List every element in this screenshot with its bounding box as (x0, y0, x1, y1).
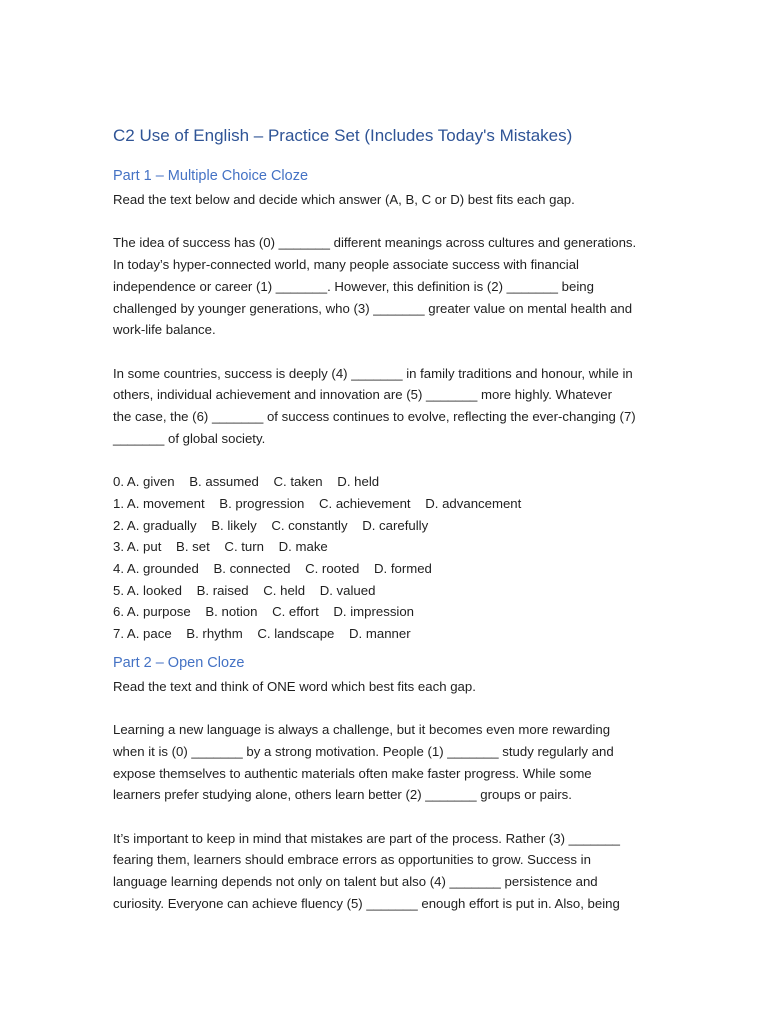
part1-paragraph-2 (113, 363, 658, 450)
spacer (113, 697, 658, 719)
text-line: language learning depends not only on talent but also (4) _______ persistence and (113, 874, 598, 890)
option-line: 3. A. put B. set C. turn D. make (113, 539, 328, 555)
text-line: independence or career (1) _______. However, this definition is (2) _______ being (113, 278, 594, 294)
text-line: It’s important to keep in mind that mistakes are part of the process. Rather (3) _______ (113, 830, 621, 846)
option-line: 0. A. given B. assumed C. taken D. held (113, 474, 380, 490)
option-line: 2. A. gradually B. likely C. constantly D. carefully (113, 517, 429, 533)
text-line: work-life balance. (113, 322, 216, 338)
part1-options-list (113, 471, 658, 645)
text-line: Learning a new language is always a challenge, but it becomes even more rewarding (113, 722, 611, 738)
spacer (113, 341, 658, 363)
text-line: The idea of success has (0) _______ different meanings across cultures and generations. (113, 235, 637, 251)
text-line: _______ of global society. (113, 430, 266, 446)
text-line: expose themselves to authentic materials often make faster progress. While some (113, 765, 592, 781)
document-title: C2 Use of English – Practice Set (Includes Today's Mistakes) (113, 126, 573, 145)
text-line: others, individual achievement and innovation are (5) _______ more highly. Whatever (113, 387, 612, 403)
document-page (113, 124, 658, 914)
spacer (113, 806, 658, 828)
text-line: fearing them, learners should embrace errors as opportunities to grow. Success in (113, 852, 591, 868)
text-line: the case, the (6) _______ of success continues to evolve, reflecting the ever-changing (7) (113, 409, 636, 424)
part2-paragraph-1 (113, 719, 658, 806)
text-line: curiosity. Everyone can achieve fluency (5) _______ enough effort is put in. Also, being (113, 895, 620, 911)
part1-instruction: Read the text below and decide which answer (A, B, C or D) best fits each gap. (113, 192, 575, 207)
option-line: 4. A. grounded B. connected C. rooted D. formed (113, 560, 432, 576)
option-line: 7. A. pace B. rhythm C. landscape D. manner (113, 626, 411, 642)
text-line: challenged by younger generations, who (3) _______ greater value on mental health and (113, 300, 633, 316)
part1-heading: Part 1 – Multiple Choice Cloze (113, 168, 309, 184)
spacer (113, 449, 658, 471)
text-line: learners prefer studying alone, others learn better (2) _______ groups or pairs. (113, 787, 572, 803)
text-line: when it is (0) _______ by a strong motivation. People (1) _______ study regularly and (113, 743, 614, 759)
option-line: 6. A. purpose B. notion C. effort D. impression (113, 604, 415, 620)
part2-paragraph-2 (113, 828, 658, 915)
part2-instruction: Read the text and think of ONE word which best fits each gap. (113, 678, 476, 694)
option-line: 5. A. looked B. raised C. held D. valued (113, 582, 376, 598)
text-line: In today’s hyper-connected world, many people associate success with financial (113, 257, 579, 273)
spacer (113, 211, 658, 233)
part1-paragraph-1 (113, 232, 658, 341)
text-line: In some countries, success is deeply (4) _______ in family traditions and honour, while in (113, 365, 633, 381)
part2-heading: Part 2 – Open Cloze (113, 654, 245, 671)
spacer (113, 645, 658, 653)
option-line: 1. A. movement B. progression C. achievement D. advancement (113, 495, 522, 511)
